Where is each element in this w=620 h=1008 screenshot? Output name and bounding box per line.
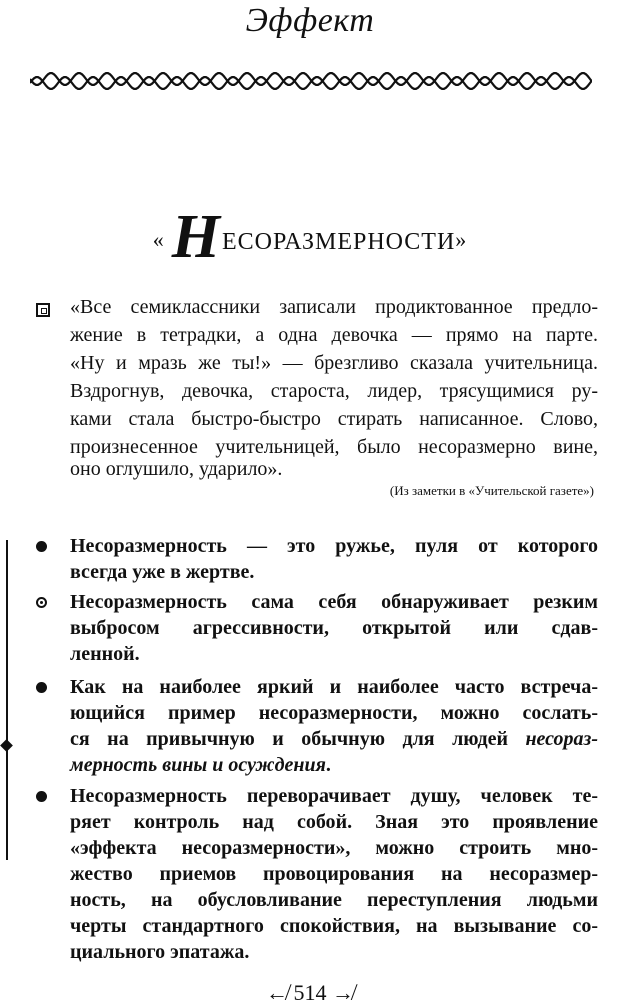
bullet-3-line: ющийся пример несоразмерности, можно сослать- (70, 702, 598, 724)
bullet-icon (36, 682, 47, 693)
epigraph-line: Вздрогнув, девочка, староста, лидер, трясущимися ру- (70, 380, 598, 402)
page-number-value: 514 (293, 980, 327, 1005)
epigraph-line: «Все семиклассники записали продиктованное предло- (70, 296, 598, 318)
running-head: Эффект (245, 2, 375, 39)
bullet-4-line: черты стандартного спокойствия, на вызывание со- (70, 915, 598, 937)
page-number (0, 980, 620, 1006)
bullet-4-line: ность, на обусловливание переступления людьми (70, 889, 598, 911)
bullet-icon (36, 597, 47, 608)
epigraph-line: ками стала быстро-быстро стирать написанное. Слово, (70, 408, 598, 430)
bullet-icon (36, 541, 47, 552)
bullet-3-italic-term: несораз- (525, 728, 598, 750)
bullet-4-line: Несоразмерность переворачивает душу, человек те- (70, 785, 598, 807)
bullet-1-line: Несоразмерность — это ружье, пуля от которого (70, 535, 598, 557)
right-arrow-icon: ↛ (332, 980, 354, 1005)
wave-ornament (30, 62, 592, 102)
bullet-3-italic-phrase: мерность вины и осуждения (70, 754, 326, 776)
epigraph-line: «Ну и мразь же ты!» — брезгливо сказала учительница. (70, 352, 598, 374)
epigraph-line: жение в тетрадки, а одна девочка — прямо на парте. (70, 324, 598, 346)
epigraph-line: оно оглушило, ударило». (70, 458, 283, 480)
bullet-1-line: всегда уже в жертве. (70, 561, 255, 583)
bullet-4-line: циального эпатажа. (70, 941, 250, 963)
title-drop-cap: Н (171, 203, 221, 271)
bullet-3-line3-text: ся на привычную и обычную для людей (70, 728, 508, 750)
bullet-3-line (70, 752, 598, 778)
chapter-title (0, 203, 620, 271)
epigraph-square-marker (36, 303, 50, 317)
bullet-2-line: ленной. (70, 643, 140, 665)
bullet-icon (36, 791, 47, 802)
epigraph-line: произнесенное учительницей, было несоразмерно вине, (70, 436, 598, 458)
title-text: ЕСОРАЗМЕРНОСТИ (221, 229, 456, 255)
margin-rule (6, 540, 8, 860)
title-open-quote: « (152, 227, 165, 252)
epigraph-source: (Из заметки в «Учительской газете») (389, 483, 594, 498)
title-close-quote: » (455, 227, 468, 252)
bullet-4-line: ряет контроль над собой. Зная это проявление (70, 811, 598, 833)
bullet-3-period: . (325, 754, 331, 776)
bullet-2-line: выбросом агрессивности, открытой или сдав- (70, 617, 598, 639)
left-arrow-icon: ↚ (266, 980, 288, 1005)
bullet-4-line: «эффекта несоразмерности», можно строить мно- (70, 837, 598, 859)
bullet-4-line: жество приемов провоцирования на несоразмер- (70, 863, 598, 885)
bullet-3-line: Как на наиболее яркий и наиболее часто встреча- (70, 676, 598, 698)
bullet-2-line: Несоразмерность сама себя обнаруживает резким (70, 591, 598, 613)
margin-diamond (0, 739, 13, 752)
bullet-3-line (70, 726, 598, 752)
